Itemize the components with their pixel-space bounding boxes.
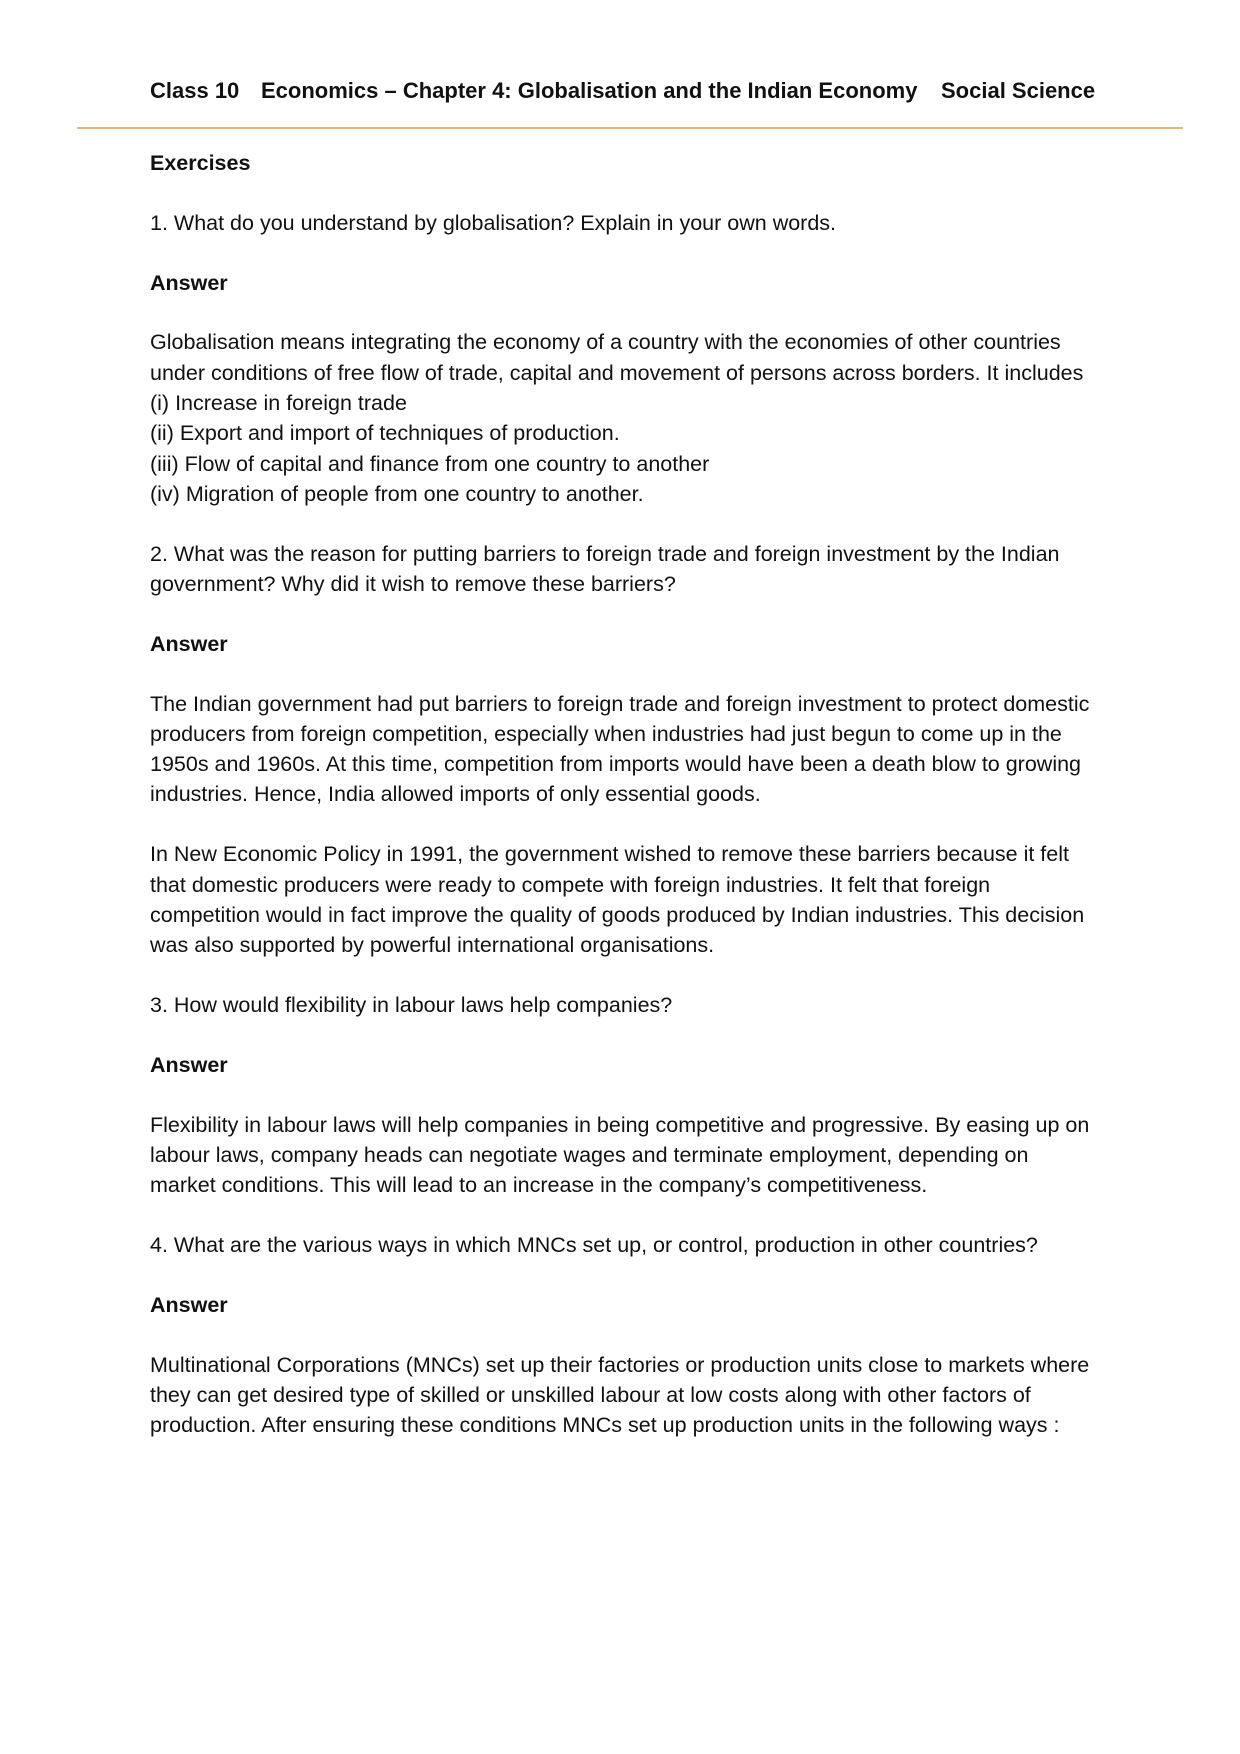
answer-3: Flexibility in labour laws will help companies in being competitive and progressive. By easing up on labour laws, company heads can negotiate wages and terminate employment, depending on market conditions. This will lead to an increase in the company’s competitiveness. [150,1112,1090,1198]
answer-1-item: (iii) Flow of capital and finance from one country to another [150,451,710,476]
question-2: 2. What was the reason for putting barriers to foreign trade and foreign investment by the Indian government? Why did it wish to remove these barriers? [150,541,1060,596]
question-3: 3. How would flexibility in labour laws help companies? [150,992,673,1017]
answer-label-3: Answer [150,1052,228,1077]
header-divider [77,127,1183,129]
answer-label-1: Answer [150,270,228,295]
question-1: 1. What do you understand by globalisation? Explain in your own words. [150,210,837,235]
answer-1-item: (i) Increase in foreign trade [150,390,407,415]
header-subject: Social Science [941,78,1096,103]
page-header [150,74,1096,108]
answer-label-4: Answer [150,1292,228,1317]
answer-label-2: Answer [150,631,228,656]
answer-2-paragraph-2: In New Economic Policy in 1991, the government wished to remove these barriers because it felt that domestic producers were ready to compete with foreign industries. It felt that foreign competition would in fact improve the quality of goods produced by Indian industries. This decision was also supported by powerful international organisations. [150,842,1085,958]
question-4: 4. What are the various ways in which MNCs set up, or control, production in other countries? [150,1232,1038,1257]
answer-1-item: (iv) Migration of people from one country to another. [150,481,644,506]
answer-4: Multinational Corporations (MNCs) set up their factories or production units close to markets where they can get desired type of skilled or unskilled labour at low costs along with other factors of production. After ensuring these conditions MNCs set up production units in the following ways : [150,1352,1090,1438]
page-content [150,148,1100,1470]
answer-1-item: (ii) Export and import of techniques of production. [150,421,620,446]
header-chapter-title: Economics – Chapter 4: Globalisation and the Indian Economy [261,78,918,103]
header-class-label: Class 10 [150,78,240,103]
answer-2-paragraph-1: The Indian government had put barriers to foreign trade and foreign investment to protect domestic producers from foreign competition, especially when industries had just begun to come up in the 1950s and 1960s. At this time, competition from imports would have been a death blow to growing industries. Hence, India allowed imports of only essential goods. [150,691,1090,807]
exercises-heading: Exercises [150,151,251,175]
answer-1-intro: Globalisation means integrating the economy of a country with the economies of other countries under conditions of free flow of trade, capital and movement of persons across borders. It includes [150,330,1084,385]
answer-1 [150,327,1100,509]
